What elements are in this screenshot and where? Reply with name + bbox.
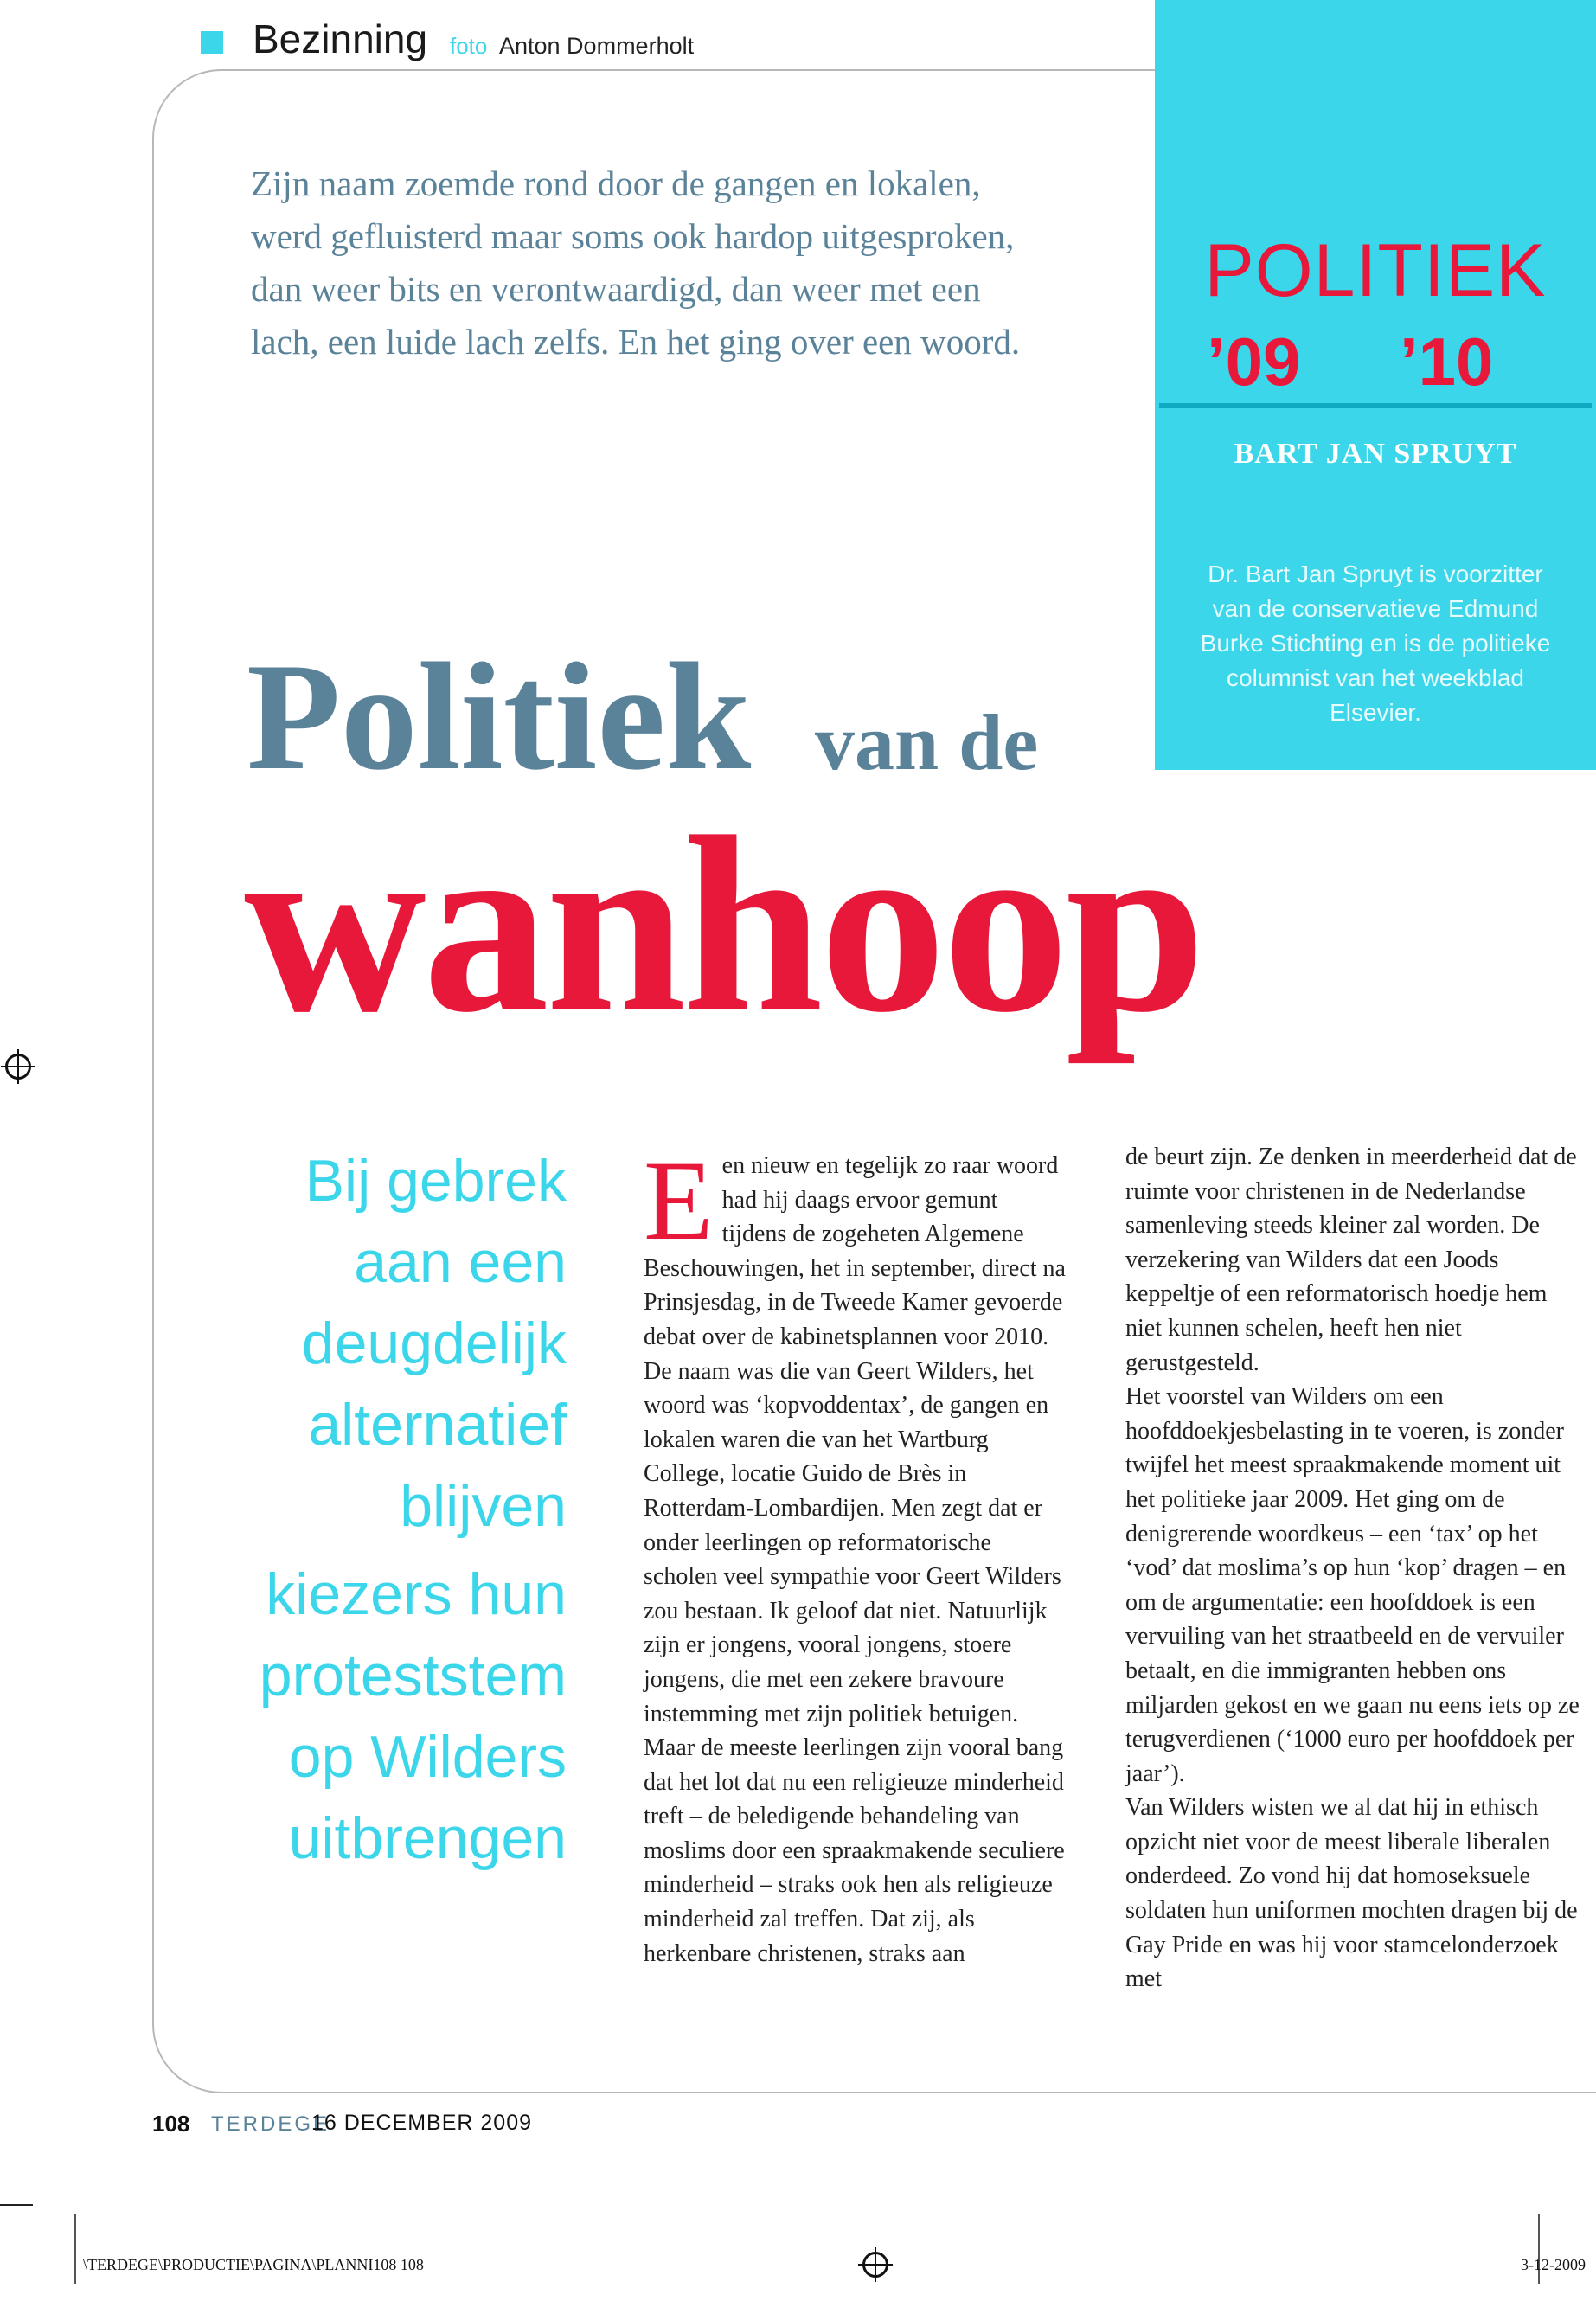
issue-date: 16 DECEMBER 2009 [311, 2111, 533, 2135]
column-title: POLITIEK [1204, 229, 1547, 312]
crop-mark [0, 2204, 33, 2206]
photo-credit-label: foto [450, 33, 488, 59]
crop-mark [74, 2214, 76, 2284]
author-name: BART JAN SPRUYT [1234, 438, 1517, 470]
intro-text: Zijn naam zoemde rond door de gangen en lokalen, werd gefluisterd maar soms ook hardop uitgesproken, dan weer bits en verontwaardigd, dan weer met een lach, een luide lach zelfs. En het ging over een woord. [251, 163, 1021, 362]
registration-mark-icon [862, 2252, 888, 2278]
drop-cap: E [644, 1137, 714, 1264]
print-slug-path: \TERDEGE\PRODUCTIE\PAGINA\PLANNI108 108 [83, 2256, 424, 2273]
article-paragraph: Het voorstel van Wilders om een hoofddoekjesbelasting in te voeren, is zonder twijfel het meest spraakmakende moment uit het politieke jaar 2009. Het ging om de denigrerende woordkeus – een ‘tax’ op het ‘vod’ dat moslima’s op hun ‘kop’ dragen – en om de argumentatie: een hoofddoek is een vervuiling van het straatbeeld en de vervuiler betaalt, en die immigranten hebben ons miljarden gekost en we gaan nu eens iets op ze terugverdienen (‘1000 euro per hoofddoek per jaar’). [1125, 1383, 1580, 1787]
article-column-2 [1125, 1140, 1584, 1997]
article-paragraph: en nieuw en tegelijk zo raar woord had hij daags ervoor gemunt tijdens de zogeheten Algemene Beschouwingen, het in september, direct na Prinsjesdag, in de Tweede Kamer gevoerde debat over de kabinetsplannen voor 2010. [644, 1152, 1066, 1350]
article-column-1 [644, 1137, 1067, 1971]
headline-politiek: Politiek [247, 631, 752, 802]
article-paragraph: de beurt zijn. Ze denken in meerderheid dat de ruimte voor christenen in de Nederlandse samenleving steeds kleiner zal worden. De verzekering van Wilders dat een Joods keppeltje of een reformatorisch hoedje hem niet kunnen schelen, heeft hen niet gerustgesteld. [1125, 1144, 1577, 1376]
print-slug-date: 3-12-2009 [1521, 2256, 1586, 2273]
section-marker [201, 31, 223, 54]
headline-wanhoop: wanhoop [244, 785, 1203, 1065]
pull-quote [234, 1140, 567, 1879]
page-number: 108 [152, 2111, 190, 2137]
pull-quote-part2: kiezers hun proteststem op Wilders uitbrengen [259, 1561, 567, 1871]
magazine-name: TERDEGE [211, 2112, 330, 2136]
article-paragraph: De naam was die van Geert Wilders, het woord was ‘kopvoddentax’, de gangen en lokalen waren die van het Wartburg College, locatie Guido de Brès in Rotterdam-Lombardijen. Men zegt dat er onder leerlingen op reformatorische scholen veel sympathie voor Geert Wilders zou bestaan. Ik geloof dat niet. Natuurlijk zijn er jongens, vooral jongens, stoere jongens, die met een zekere bravoure instemming met zijn politiek betuigen. Maar de meeste leerlingen zijn vooral bang dat het lot dat nu een religieuze minderheid treft – de beledigende behandeling van moslims door een spraakmakende seculiere minderheid – straks ook hen als religieuze minderheid zal treffen. Dat zij, als herkenbare christenen, straks aan [644, 1357, 1065, 1967]
column-divider [1159, 403, 1592, 408]
headline-van-de: van de [815, 698, 1039, 786]
registration-mark-icon [5, 1054, 31, 1080]
pull-quote-part1: Bij gebrek aan een deugdelijk alternatief blijven [301, 1148, 567, 1539]
photographer-name: Anton Dommerholt [499, 33, 695, 59]
column-year-start: ’09 [1207, 324, 1301, 400]
column-year-end: ’10 [1400, 324, 1494, 400]
author-bio: Dr. Bart Jan Spruyt is voorzitter van de conservatieve Edmund Burke Stichting en is de politieke columnist van het weekblad Elsevier. [1200, 561, 1551, 726]
article-paragraph: Van Wilders wisten we al dat hij in ethisch opzicht niet voor de meest liberale liberalen onderdeed. Zo vond hij dat homoseksuele soldaten hun uniformen mochten dragen bij de Gay Pride en was hij voor stamcelonderzoek met [1125, 1794, 1578, 1993]
section-label: Bezinning [253, 16, 428, 61]
